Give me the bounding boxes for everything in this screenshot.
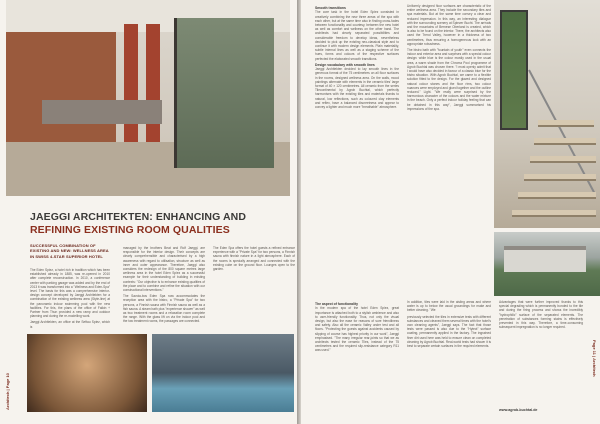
paragraph: The core task in the hotel Eden Spiez consisted in creatively combining the new three areas of the spa with each other, but at the same time also in finding cross-fades between functionality and courtesy, between the new hotel as well as comfort and wellness on the other hand. The architects had clearly separated possibilities and considerable freedom to develop ideas, nevertheless decided to pick up the existing neo-classical style and to continue it with modern design elements. Plain materiality, subtle internal lines as well as a staging scheme of the hues, forms and colours of the respective surfaces perfected the elaborated smooth transitions.	[315, 10, 399, 61]
right-page	[301, 0, 600, 424]
text-column-r3	[315, 300, 399, 355]
photo-wall	[6, 32, 116, 142]
paragraph: Advantages that were further improved thanks to this special degrading which is permanently bonded to the tile and during the firing process and shows the incredibly "hydrophilic" surface of the separated elements. The penetration of substances forming stains is effectively prevented in this way. Therefore, a time-consuming subsequent impregnation is no longer required.	[499, 300, 583, 330]
text-column-r4	[407, 300, 491, 350]
paragraph: The Eden Spa offers the hotel guests a refined entrance experience with a "Private Spa" for two persons, a Finnish sauna with finnish nature in a light atmosphere. Each of the rooms is specially arranged and connected with the existing cube on the ground floor. Lounges open to the garden.	[213, 246, 295, 272]
stairway-photo	[494, 0, 600, 228]
paragraph: previously selected the tiles in extensive tests with different substances and cleaned them several times with the hotel's own cleaning agents", Jaeggi says. The fact that those tests were passed is also due to the "Hytect" surface coating, permanently applied in the factory. The ingrained finer dirt used here was held to ensure clean on completed cleaning by Agrob Buchtal. Real-world tests had shown it is best to separate certain surfaces in the required elements.	[407, 314, 491, 349]
page-folio-left: Architech | Page 10	[5, 373, 10, 410]
left-page	[0, 0, 297, 424]
page-folio-right: Page 11 | Architech	[592, 340, 597, 377]
paragraph: The bistro bath with "fountain of youth" even connects the indoor and exterior area and surprises with a special colour design: while blue is the colour mostly used in the usual area, a warm shade from the Chroma Pool programme of Agrob Buchtal was chosen there. "I most openly admit that I would have also decided in favour of a classic blue for the bistro situation. With Agrob Buchtal, we came to a flexible solution fitted to the design. For the glazed and designed natural colour stones and the floor rims, two colour nuances were employed and glued together and the outline reduced." Light. "We really were surprised by the harmonious character of the colours and the water mixture in the beach. Only a perfect indoor holiday feeling that can be obtained in this way", Jaeggi summarised his impressions of the spa.	[407, 48, 491, 111]
paragraph: In addition, tiles were laid in the aisling areas and where water is up to below the usual groundings for make and better cleaning. "We	[407, 300, 491, 313]
photo-step	[534, 138, 596, 145]
paragraph: Jaeggi Architekten, an office at the Seftau Spiez, which is	[30, 320, 110, 329]
main-photo-wellness-lounge	[6, 0, 290, 196]
paragraph: managed by the brothers Beat and Rolf Jaeggi, are responsible for the interior design. Their concepts are clearly comprehensible and characterised by a high awareness with regard to utilisation, structure as well as inner and outer appearance. Therefore, Jaeggi also considers the redesign of the 800 square metres large wellness area in the hotel Eden Spiez as a successful example for their understanding of building in existing contexts: "Our objective is to enhance existing qualities of the place and to combine and refine the situation with our constructional interventions."	[123, 246, 205, 293]
paragraph: Uniformly designed floor surfaces are characteristic of the entire wellness area. They include the secondary tiles and spa materials. But at the same time convey a clear and reduced impression. In this way, an interesting dialogue with the surrounding scenery at Spiezer Bucht. The arrivals and the mountains of Bernese Oberland is created, which is also to be found on the interior. There, the architects also used the Trend Valley, however in a thickness of two centimetres, thus ensuring a homogeneous look with an appropriate robustness.	[407, 4, 491, 46]
text-column-1	[30, 268, 110, 331]
text-column-r1	[315, 4, 399, 111]
paragraph: The Eden Spiez, a hotel rich in tradition which has been established already in 1885, was re-opened in 2010 after complete reconstruction. In 2010, a conference center with parking garage was added and by the end of 2013 it was transformed into a "Wellness and Eden-Spa" level. The basis for this was a comprehensive interior-design concept developed by Jaeggi Architekten for a combination of the existing wellness area (Style-line) at the panoramic indoor swimming pool with the new facilities. For this, the plans of the office of Falkin + Partner from Thun provided a new ramp and outdoor planning and during the re-modelling work.	[30, 268, 110, 319]
photo-lounger	[42, 100, 162, 124]
subheading: Smooth transitions	[315, 6, 346, 10]
subheading: Design vocabulary with smooth lines	[315, 62, 375, 67]
photo-curtain	[124, 24, 138, 154]
paragraph: In the modern spa of the hotel Eden Spiez, great importance is attached both to a stylish ambience and also to user-friendly functionality. Thus, not only the visual design, but also the ease for reasons of sure friendliness and safety. Also all the ceramic Valley under test and all floors. "Protecting the guests against accidents caused by slipping of course has highest priority in our work", Jaeggi emphasised. "The many irregular rear-joints so that we as architects tested the ceramic Tiles, instead of the 75 centimetres and the required slip-resistance category R11 was used."	[315, 306, 399, 353]
hotel-garden-photo	[494, 232, 600, 296]
website-link[interactable]: www.agrob-buchtal.de	[499, 408, 538, 412]
photo-window	[500, 10, 528, 130]
photo-step	[512, 210, 596, 217]
photo-step	[524, 174, 596, 181]
text-column-2	[123, 246, 205, 326]
lead-text: SUCCESSFUL COMBINATION OF EXISTING AND NEW: WELLNESS AREA IN SWISS 4-STAR SUPERIOR HOTEL	[30, 243, 109, 259]
photo-step	[530, 156, 596, 163]
text-column-3	[213, 246, 295, 273]
photo-glass-facade	[174, 18, 274, 168]
photo-curtain	[146, 24, 160, 154]
photo-building	[504, 246, 586, 272]
article-title	[30, 211, 290, 237]
pool-photo	[152, 334, 294, 412]
photo-step	[538, 120, 594, 127]
paragraph: The Savoia-bos Eden Spa now accommodates the reception area with the bistro, a "Private Spa" for two persons, a Finnish sauna with Finnish sauna as well as a fish sauna. A steam bath plus "experience shower" as well as two treatment rooms and a relaxation room complete the range. With the glass lift on via the indoor pool and the two treatment rooms, the passages are connected.	[123, 294, 205, 324]
text-column-r5	[499, 300, 583, 331]
subheading: The aspect of functionality	[315, 302, 358, 306]
photo-step	[518, 192, 596, 199]
title-line-2: REFINING EXISTING ROOM QUALITIES	[30, 224, 230, 236]
spa-room-photo	[27, 334, 147, 412]
title-line-1: JAEGGI ARCHITEKTEN: ENHANCING AND	[30, 211, 247, 223]
text-column-r2	[407, 4, 491, 113]
paragraph: Jaeggi Architekten decided to lay smooth lines in the generous format of the 75 centimetres on all floor surfaces in the rooms, designed wellness area. On the walls, mood paintings alternate with elements in the ceramic tiles' large format of 40 × 120 centimetres. All ceramic from the series Tilecontinental by Agrob Buchtal, which perfectly harmonises with the existing tiles and materials thanks to natural, low reflections, such as coloured clay elements and reflex, have a balanced discreetness and appear to convey a lighter and much more "breathable" atmosphere.	[315, 67, 399, 110]
